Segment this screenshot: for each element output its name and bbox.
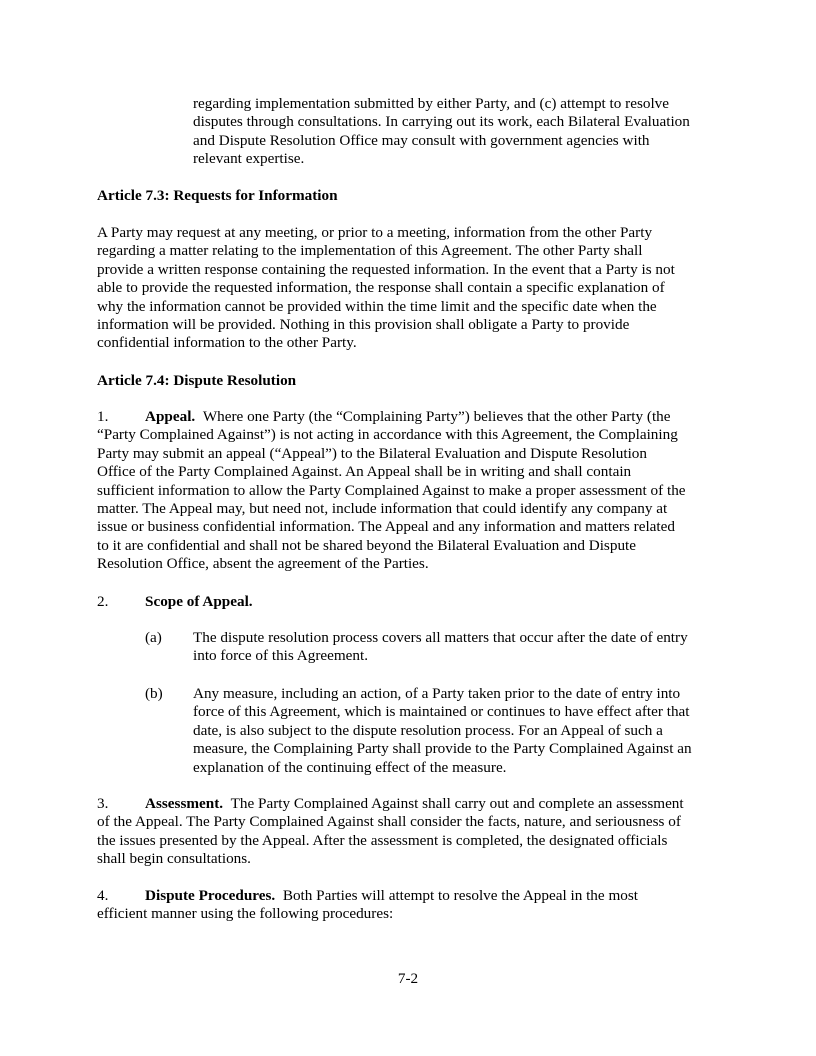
section-number: 1. [97,408,109,425]
text-line: matter. The Appeal may, but need not, include information that could identify any company at [97,500,668,518]
text-line [97,795,684,813]
text-line: information will be provided. Nothing in this provision shall obligate a Party to provide [97,316,630,334]
scope-item-b [193,685,692,777]
text-line: regarding a matter relating to the implementation of this Agreement. The other Party shall [97,242,643,260]
text-line: and Dispute Resolution Office may consult with government agencies with [193,131,650,149]
text-line: issue or business confidential information. The Appeal and any information and matters related [97,518,675,536]
text-line: provide a written response containing the requested information. In the event that a Party is not [97,260,675,278]
text-line: why the information cannot be provided within the time limit and the specific date when the [97,297,657,315]
text-line: A Party may request at any meeting, or prior to a meeting, information from the other Party [97,224,653,241]
text-line: disputes through consultations. In carrying out its work, each Bilateral Evaluation [193,113,690,131]
text-line: Office of the Party Complained Against. An Appeal shall be in writing and shall contain [97,463,632,481]
text-line: Party may submit an appeal (“Appeal”) to the Bilateral Evaluation and Dispute Resolution [97,444,647,462]
text-line: “Party Complained Against”) is not acting in accordance with this Agreement, the Complaining [97,426,678,444]
section-number: 3. [97,795,109,812]
article-7-3-paragraph [97,224,675,353]
text-line: efficient manner using the following procedures: [97,905,394,923]
text-line: date, is also subject to the dispute resolution process. For an Appeal of such a [193,721,663,739]
section-title: Assessment. [145,795,224,812]
assessment-paragraph [97,795,684,869]
text-run: Where one Party (the “Complaining Party”) believes that the other Party (the [202,408,671,425]
text-line: The dispute resolution process covers all matters that occur after the date of entry [193,629,688,646]
text-line: Any measure, including an action, of a Party taken prior to the date of entry into [193,685,681,702]
text-line: confidential information to the other Party. [97,334,357,352]
article-7-3-heading: Article 7.3: Requests for Information [97,187,338,204]
intro-paragraph [193,95,690,169]
section-title: Dispute Procedures. [145,887,276,904]
section-title: Appeal. [145,408,196,425]
text-line: into force of this Agreement. [193,647,369,665]
text-line: force of this Agreement, which is maintained or continues to have effect after that [193,703,690,721]
appeal-paragraph [97,408,686,574]
procedures-paragraph [97,887,638,924]
text-line: regarding implementation submitted by either Party, and (c) attempt to resolve [193,95,670,112]
section-number: 4. [97,887,109,904]
scope-heading [97,593,253,611]
scope-item-b-label: (b) [145,685,163,702]
text-run: The Party Complained Against shall carry out and complete an assessment [230,795,684,812]
text-line [97,887,638,905]
text-line: the issues presented by the Appeal. After the assessment is completed, the designated officials [97,831,668,849]
text-line [97,408,686,426]
text-line: shall begin consultations. [97,850,251,868]
text-line: explanation of the continuing effect of the measure. [193,758,507,776]
scope-item-a-label: (a) [145,629,162,646]
text-run: Both Parties will attempt to resolve the Appeal in the most [282,887,638,904]
text-line: measure, the Complaining Party shall provide to the Party Complained Against an [193,740,692,758]
page-number: 7-2 [397,970,419,987]
text-line: of the Appeal. The Party Complained Against shall consider the facts, nature, and seriousness of [97,813,681,831]
text-line: able to provide the requested information, the response shall contain a specific explanation of [97,279,665,297]
text-line: Resolution Office, absent the agreement of the Parties. [97,555,429,573]
scope-item-a [193,629,688,666]
section-title: Scope of Appeal. [145,593,253,610]
article-7-4-heading: Article 7.4: Dispute Resolution [97,372,297,389]
text-line: sufficient information to allow the Party Complained Against to make a proper assessment of the [97,481,686,499]
section-number: 2. [97,593,109,610]
text-line: to it are confidential and shall not be shared beyond the Bilateral Evaluation and Dispute [97,536,636,554]
text-line: relevant expertise. [193,150,305,168]
